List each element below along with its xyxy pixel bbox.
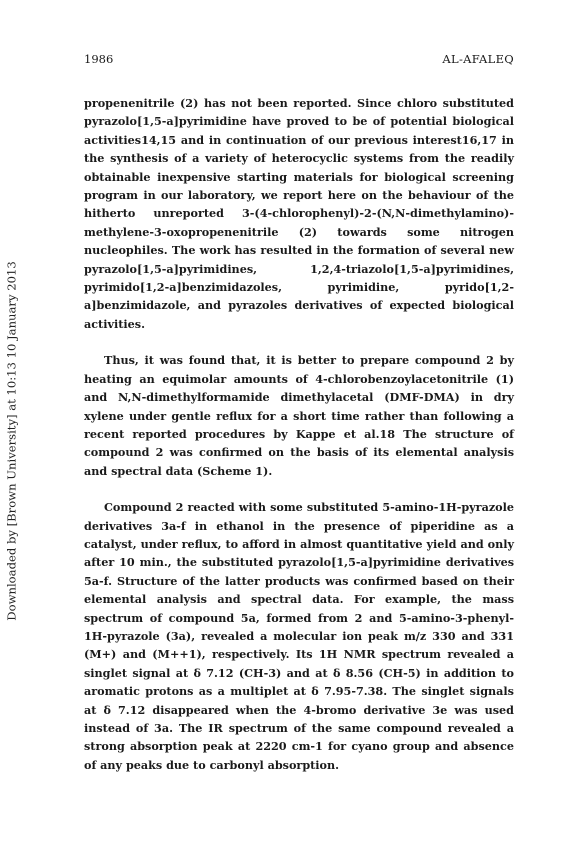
- download-watermark: [2, 260, 22, 621]
- paragraph-3: [84, 498, 514, 774]
- paragraph-3-text: Compound 2 reacted with some substituted 5-amino-1H-pyrazole derivatives 3a-f in ethanol in the presence of piperidine as a catalyst, under reflux, to afford in almost quantitative yield and only after 10 min., the substituted pyrazolo[1,5-a]pyrimidine derivatives 5a-f. Structure of the latter products was confirmed based on their elemental analysis and spectral data. For example, the mass spectrum of compound 5a, formed from 2 and 5-amino-3-phenyl-1H-pyrazole (3a), revealed a molecular ion peak m/z 330 and 331 (M+) and (M++1), respectively. Its 1H NMR spectrum revealed a singlet signal at δ 7.12 (CH-3) and at δ 8.56 (CH-5) in addition to aromatic protons as a multiplet at δ 7.95-7.38. The singlet signals at δ 7.12 disappeared when the 4-bromo derivative 3e was used instead of 3a. The IR spectrum of the same compound revealed a strong absorption peak at 2220 cm-1 for cyano group and absence of any peaks due to carbonyl absorption.: [84, 500, 514, 772]
- article-body: [84, 94, 514, 774]
- running-head: AL-AFALEQ: [442, 52, 514, 66]
- paragraph-1-text: propenenitrile (2) has not been reported. Since chloro substituted pyrazolo[1,5-a]pyrimidine have proved to be of potential biological activities14,15 and in continuation of our previous interest16,17 in the synthesis of a variety of heterocyclic systems from the readily obtainable inexpensive starting materials for biological screening program in our laboratory, we report here on the behaviour of the hitherto unreported 3-(4-chlorophenyl)-2-(N,N-dimethylamino)-methylene-3-oxopropenenitrile (2) towards some nitrogen nucleophiles. The work has resulted in the formation of several new pyrazolo[1,5-a]pyrimidines, 1,2,4-triazolo[1,5-a]pyrimidines, pyrimido[1,2-a]benzimidazoles, pyrimidine, pyrido[1,2-a]benzimidazole, and pyrazoles derivatives of expected biological activities.: [84, 96, 514, 331]
- download-notice: Downloaded by [Brown University] at 10:13 10 January 2013: [5, 260, 19, 621]
- page-number: 1986: [84, 52, 114, 66]
- page-header: [84, 52, 514, 68]
- paragraph-2-text: Thus, it was found that, it is better to prepare compound 2 by heating an equimolar amounts of 4-chlorobenzoylacetonitrile (1) and N,N-dimethylformamide dimethylacetal (DMF-DMA) in dry xylene under gentle reflux for a short time rather than following a recent reported procedures by Kappe et al.18 The structure of compound 2 was confirmed on the basis of its elemental analysis and spectral data (Scheme 1).: [84, 353, 514, 478]
- paragraph-1: [84, 94, 514, 333]
- paragraph-2: [84, 351, 514, 480]
